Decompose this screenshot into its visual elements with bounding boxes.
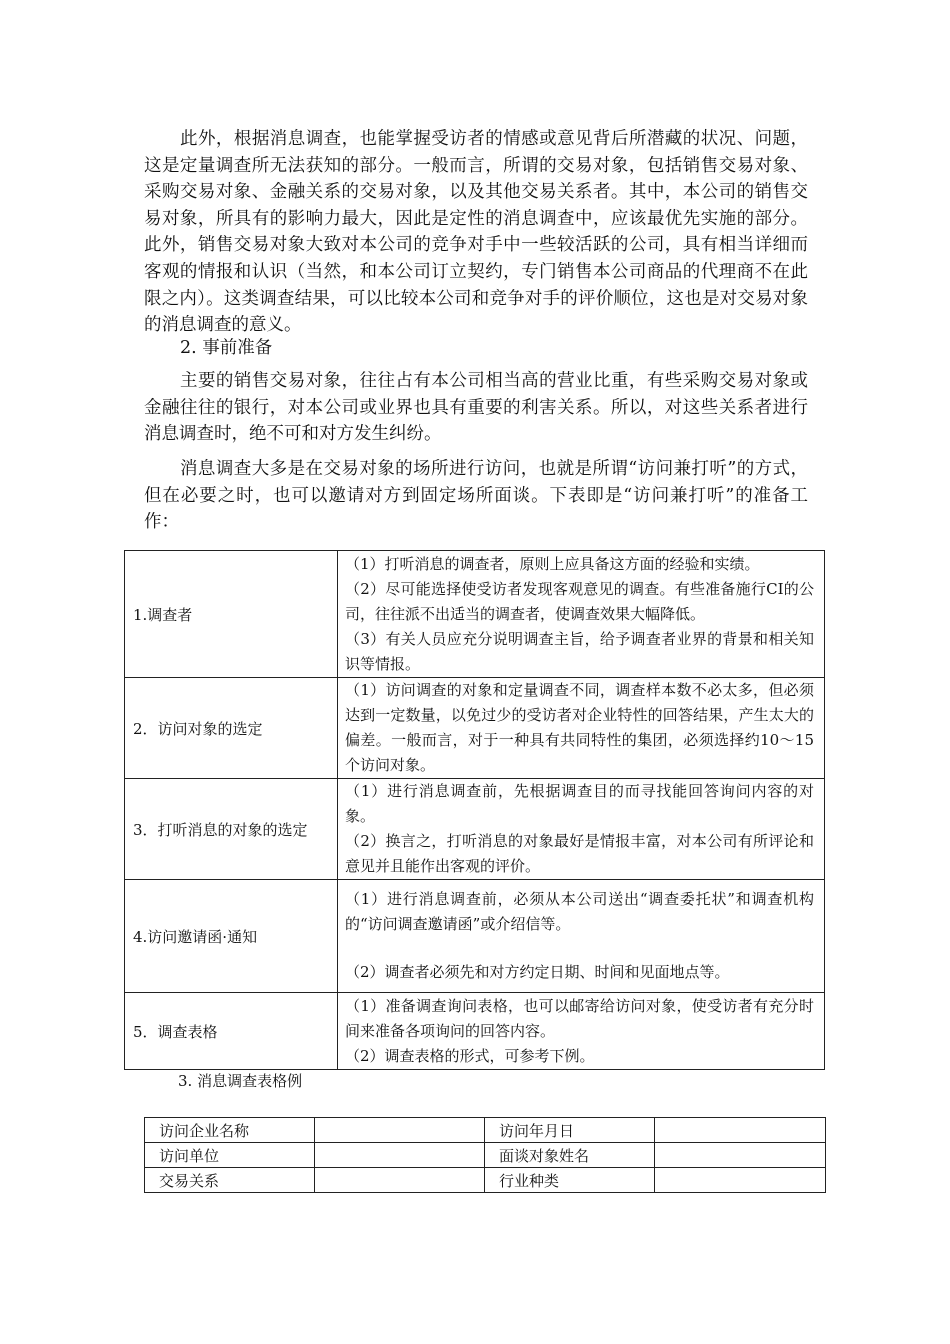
row-label: 2．访问对象的选定	[125, 678, 338, 779]
row-label: 4.访问邀请函·通知	[125, 880, 338, 993]
form-label: 访问企业名称	[145, 1118, 315, 1143]
form-row	[145, 1118, 826, 1143]
form-label: 面谈对象姓名	[485, 1143, 655, 1168]
row-label: 3．打听消息的对象的选定	[125, 779, 338, 880]
form-value-cell	[655, 1118, 826, 1143]
table-row	[125, 779, 825, 880]
preparation-table	[124, 550, 825, 1070]
paragraph-intro: 此外，根据消息调查，也能掌握受访者的情感或意见背后所潜藏的状况、问题，这是定量调查所无法获知的部分。一般而言，所谓的交易对象，包括销售交易对象、采购交易对象、金融关系的交易对象，以及其他交易关系者。其中，本公司的销售交易对象，所具有的影响力最大，因此是定性的消息调查中，应该最优先实施的部分。此外，销售交易对象大致对本公司的竞争对手中一些较活跃的公司，具有相当详细而客观的情报和认识（当然，和本公司订立契约，专门销售本公司商品的代理商不在此限之内）。这类调查结果，可以比较本公司和竞争对手的评价顺位，这也是对交易对象的消息调查的意义。	[144, 129, 808, 336]
row-content	[338, 678, 825, 779]
form-label: 交易关系	[145, 1168, 315, 1193]
paragraph-visit-method: 消息调查大多是在交易对象的场所进行访问，也就是所谓“访问兼打听”的方式，但在必要之时，也可以邀请对方到固定场所面谈。下表即是“访问兼打听”的准备工作：	[144, 459, 808, 533]
table-row	[125, 678, 825, 779]
content-line: （1）访问调查的对象和定量调查不同，调查样本数不必太多，但必须达到一定数量，以免过少的受访者对企业特性的回答结果，产生太大的偏差。一般而言，对于一种具有共同特性的集团，必须选择约10～15个访问对象。	[345, 681, 814, 774]
survey-form-table	[144, 1117, 826, 1193]
form-value-cell	[655, 1168, 826, 1193]
row-content	[338, 993, 825, 1070]
form-value-cell	[315, 1143, 485, 1168]
row-label: 1.调查者	[125, 551, 338, 678]
form-label: 行业种类	[485, 1168, 655, 1193]
content-line: （1）进行消息调查前，先根据调查目的而寻找能回答询问内容的对象。	[345, 782, 814, 825]
content-line: （2）尽可能选择使受访者发现客观意见的调查。有些准备施行CI的公司，往往派不出适当的调查者，使调查效果大幅降低。	[345, 579, 814, 623]
table-row	[125, 993, 825, 1070]
form-row	[145, 1143, 826, 1168]
row-content	[338, 551, 825, 678]
form-row	[145, 1168, 826, 1193]
paragraph-preparation: 主要的销售交易对象，往往占有本公司相当高的营业比重，有些采购交易对象或金融往往的银行，对本公司或业界也具有重要的利害关系。所以，对这些关系者进行消息调查时，绝不可和对方发生纠纷。	[144, 371, 808, 445]
table-row	[125, 880, 825, 993]
form-label: 访问单位	[145, 1143, 315, 1168]
form-label: 访问年月日	[485, 1118, 655, 1143]
table-row	[125, 551, 825, 678]
content-line: （1）进行消息调查前，必须从本公司送出“调查委托状”和调查机构的“访问调查邀请函”或介绍信等。	[345, 890, 814, 933]
content-line: （3）有关人员应充分说明调查主旨，给予调查者业界的背景和相关知识等情报。	[345, 629, 814, 673]
content-line: （2）调查表格的形式，可参考下例。	[345, 1046, 595, 1065]
form-value-cell	[315, 1118, 485, 1143]
content-line: （2）换言之，打听消息的对象最好是情报丰富，对本公司有所评论和意见并且能作出客观的评价。	[345, 832, 814, 875]
content-line: （1）准备调查询问表格，也可以邮寄给访问对象，使受访者有充分时间来准备各项询问的回答内容。	[345, 996, 814, 1040]
content-line: （2）调查者必须先和对方约定日期、时间和见面地点等。	[345, 963, 730, 981]
section-heading-form-example: 3. 消息调查表格例	[178, 1072, 303, 1090]
row-content	[338, 880, 825, 993]
content-line-blank	[345, 937, 814, 960]
row-content	[338, 779, 825, 880]
row-label: 5．调查表格	[125, 993, 338, 1070]
section-heading-preparation: 2. 事前准备	[180, 338, 273, 358]
form-value-cell	[315, 1168, 485, 1193]
form-value-cell	[655, 1143, 826, 1168]
content-line: （1）打听消息的调查者，原则上应具备这方面的经验和实绩。	[345, 554, 760, 573]
